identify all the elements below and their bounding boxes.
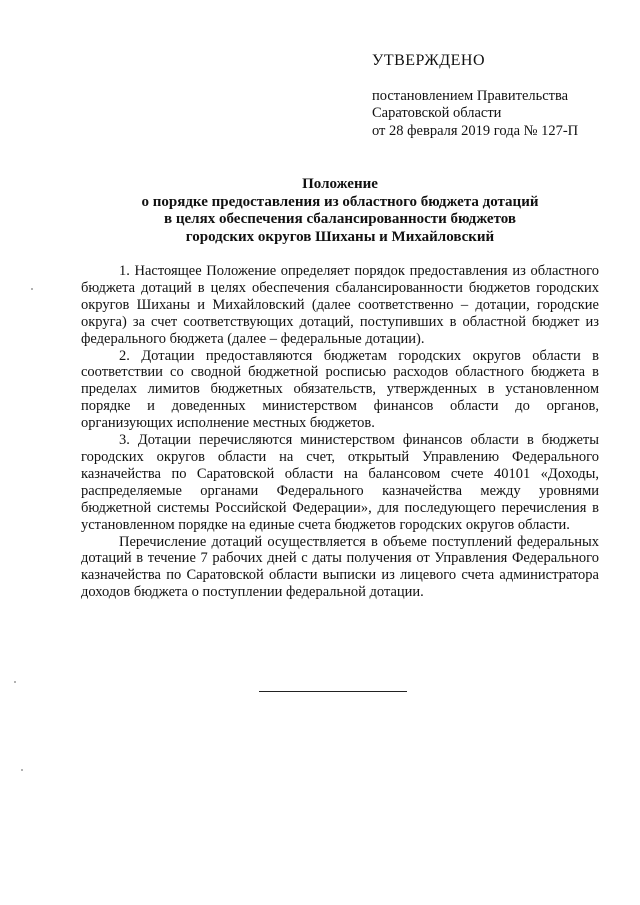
scan-speck (21, 769, 23, 771)
document-title (80, 176, 600, 246)
title-line: Положение (302, 176, 378, 192)
paragraph: 3. Дотации перечисляются министерством финансов области в бюджеты городских округов области на счет, открытый Управлению Федерального казначейства по Саратовской области на балансовом счете 40101 «Доходы, распределяемые органами Федерального казначейства между уровнями бюджетной системы Российской Федерации», для последующего перечисления в установленном порядке на единые счета бюджетов городских округов области. (81, 432, 599, 533)
approved-label: УТВЕРЖДЕНО (372, 52, 486, 69)
paragraph: Перечисление дотаций осуществляется в объеме поступлений федеральных дотаций в течение 7 рабочих дней с даты получения от Управления Федерального казначейства по Саратовской области выписки из лицевого счета администратора доходов бюджета о поступлении федеральной дотации. (81, 533, 599, 601)
scan-speck (14, 681, 16, 683)
title-line: в целях обеспечения сбалансированности бюджетов (164, 211, 516, 227)
scan-speck (31, 288, 33, 290)
paragraph: 2. Дотации предоставляются бюджетам городских округов области в соответствии со сводной бюджетной росписью расходов областного бюджета в пределах лимитов бюджетных обязательств, утвержденных в установленном порядке и доведенных министерством финансов области до органов, организующих исполнение местных бюджетов. (81, 347, 599, 432)
approval-stamp (372, 52, 622, 140)
approval-line: от 28 февраля 2019 года № 127-П (372, 122, 579, 139)
title-line: о порядке предоставления из областного бюджета дотаций (141, 193, 539, 210)
approval-line: Саратовской области (372, 105, 502, 121)
end-separator-line (259, 691, 407, 692)
approval-line: постановлением Правительства (372, 87, 569, 104)
title-line: городских округов Шиханы и Михайловский (185, 228, 495, 245)
paragraph: 1. Настоящее Положение определяет порядок предоставления из областного бюджета дотаций в целях обеспечения сбалансированности бюджетов городских округов Шиханы и Михайловский (далее соответственно – дотации, городские округа) за счет соответствующих дотаций, поступивших в областной бюджет из федерального бюджета (далее – федеральные дотации). (81, 263, 599, 347)
document-body (81, 263, 599, 601)
